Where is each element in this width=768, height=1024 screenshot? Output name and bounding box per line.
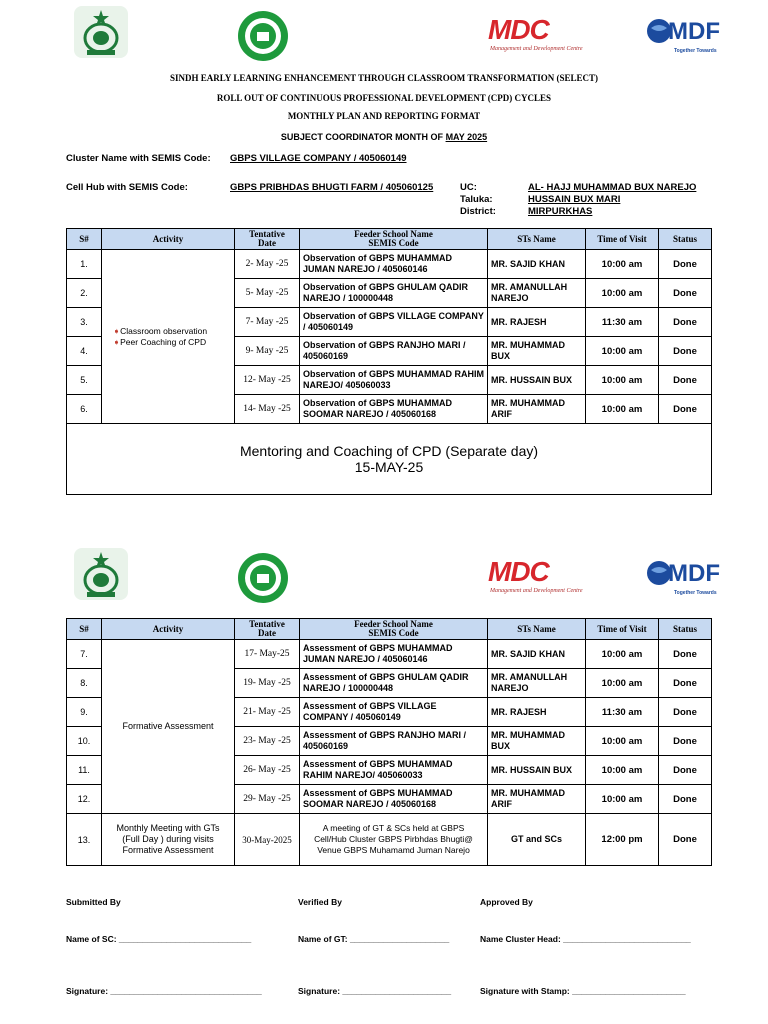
row-sno: 13. [67, 814, 102, 866]
row-date: 26- May -25 [235, 756, 300, 785]
row-st: MR. MUHAMMAD BUX [488, 727, 586, 756]
row-date: 17- May-25 [235, 640, 300, 669]
row-st: MR. SAJID KHAN [488, 640, 586, 669]
col-st: STs Name [488, 229, 586, 250]
cluster-label: Cluster Name with SEMIS Code: [66, 153, 211, 164]
row-school: Assessment of GBPS GHULAM QADIR NAREJO / 100000448 [300, 669, 488, 698]
row-status: Done [659, 640, 712, 669]
row-time: 10:00 am [586, 785, 659, 814]
row-time: 10:00 am [586, 727, 659, 756]
row-school: Observation of GBPS MUHAMMAD JUMAN NAREJO / 405060146 [300, 250, 488, 279]
row-date: 7- May -25 [235, 308, 300, 337]
meeting-description: A meeting of GT & SCs held at GBPS Cell/Hub Cluster GBPS Pirbhdas Bhugti@ Venue GBPS Muhamamd Juman Narejo [300, 814, 488, 866]
row-sno: 10. [67, 727, 102, 756]
row-date: 19- May -25 [235, 669, 300, 698]
row-date: 12- May -25 [235, 366, 300, 395]
meeting-activity: Monthly Meeting with GTs (Full Day ) during visits Formative Assessment [102, 814, 235, 866]
green-seal-icon [233, 10, 293, 62]
row-school: Observation of GBPS VILLAGE COMPANY / 405060149 [300, 308, 488, 337]
activity-cell [102, 250, 235, 424]
signature-gt-field: Signature: _______________________ [298, 986, 452, 996]
row-school: Assessment of GBPS MUHAMMAD JUMAN NAREJO / 405060146 [300, 640, 488, 669]
col-time: Time of Visit [586, 619, 659, 640]
row-sno: 12. [67, 785, 102, 814]
cellhub-value: GBPS PRIBHDAS BHUGTI FARM / 405060125 [230, 182, 434, 193]
col-status: Status [659, 229, 712, 250]
header-month: MAY 2025 [445, 132, 488, 142]
header-line-3: MONTHLY PLAN AND REPORTING FORMAT [287, 111, 481, 121]
district-value: MIRPURKHAS [528, 206, 593, 217]
row-status: Done [659, 698, 712, 727]
row-st: MR. HUSSAIN BUX [488, 366, 586, 395]
col-date: Tentative Date [235, 619, 300, 640]
row-status: Done [659, 250, 712, 279]
mentoring-date: 15-MAY-25 [354, 459, 424, 475]
row-status: Done [659, 308, 712, 337]
mdf-logo-subtitle: Together Towards [674, 48, 717, 54]
row-st: MR. MUHAMMAD ARIF [488, 395, 586, 424]
mdc-logo-subtitle: Management and Development Centre [490, 588, 583, 594]
mdc-logo [488, 14, 582, 60]
mentoring-title: Mentoring and Coaching of CPD (Separate day) [239, 443, 539, 459]
mdf-logo-subtitle: Together Towards [674, 590, 717, 596]
row-school: Assessment of GBPS RANJHO MARI / 405060169 [300, 727, 488, 756]
activity-item-2: ➧Peer Coaching of CPD [113, 336, 207, 347]
header-line-1: SINDH EARLY LEARNING ENHANCEMENT THROUGH CLASSROOM TRANSFORMATION (SELECT) [170, 73, 598, 83]
row-sno: 3. [67, 308, 102, 337]
activity-cell: Formative Assessment [102, 640, 235, 814]
row-status: Done [659, 814, 712, 866]
row-st: MR. MUHAMMAD BUX [488, 337, 586, 366]
row-time: 11:30 am [586, 308, 659, 337]
row-school: Assessment of GBPS VILLAGE COMPANY / 405060149 [300, 698, 488, 727]
taluka-label: Taluka: [460, 194, 493, 205]
sindh-emblem-icon [72, 546, 130, 602]
row-status: Done [659, 669, 712, 698]
plan-table-2 [66, 618, 712, 866]
row-time: 10:00 am [586, 366, 659, 395]
row-school: Observation of GBPS MUHAMMAD RAHIM NAREJO/ 405060033 [300, 366, 488, 395]
row-time: 10:00 am [586, 669, 659, 698]
approved-by-label: Approved By [480, 897, 533, 907]
mdc-logo [488, 556, 582, 602]
green-seal-icon [233, 552, 293, 604]
mdc-logo-text: MDC [488, 14, 549, 45]
table-header-row [67, 619, 712, 640]
row-status: Done [659, 395, 712, 424]
row-status: Done [659, 756, 712, 785]
taluka-value: HUSSAIN BUX MARI [528, 194, 621, 205]
submitted-by-label: Submitted By [66, 897, 121, 907]
col-activity: Activity [102, 229, 235, 250]
row-date: 29- May -25 [235, 785, 300, 814]
row-time: 10:00 am [586, 250, 659, 279]
row-school: Assessment of GBPS MUHAMMAD SOOMAR NAREJO / 405060168 [300, 785, 488, 814]
row-date: 21- May -25 [235, 698, 300, 727]
row-sno: 2. [67, 279, 102, 308]
verified-by-label: Verified By [298, 897, 342, 907]
row-st: MR. SAJID KHAN [488, 250, 586, 279]
row-time: 10:00 am [586, 756, 659, 785]
mdf-logo-text: MDF [668, 560, 720, 587]
header-line-4 [0, 132, 768, 142]
mdc-logo-text: MDC [488, 556, 549, 587]
row-date: 14- May -25 [235, 395, 300, 424]
cellhub-label: Cell Hub with SEMIS Code: [66, 182, 188, 193]
row-sno: 8. [67, 669, 102, 698]
meeting-row [67, 814, 712, 866]
row-school: Assessment of GBPS MUHAMMAD RAHIM NAREJO/ 405060033 [300, 756, 488, 785]
bullet-icon: ➧ [113, 336, 121, 347]
row-sno: 9. [67, 698, 102, 727]
col-school: Feeder School Name SEMIS Code [300, 229, 488, 250]
row-st: MR. RAJESH [488, 698, 586, 727]
row-time: 12:00 pm [586, 814, 659, 866]
district-label: District: [460, 206, 496, 217]
mentoring-cell [67, 424, 712, 495]
row-st: MR. AMANULLAH NAREJO [488, 279, 586, 308]
row-status: Done [659, 727, 712, 756]
cluster-value: GBPS VILLAGE COMPANY / 405060149 [230, 153, 407, 164]
table-header-row [67, 229, 712, 250]
name-sc-field: Name of SC: ____________________________ [66, 934, 252, 944]
row-status: Done [659, 785, 712, 814]
col-activity: Activity [102, 619, 235, 640]
row-time: 10:00 am [586, 337, 659, 366]
row-time: 10:00 am [586, 640, 659, 669]
row-sno: 6. [67, 395, 102, 424]
uc-label: UC: [460, 182, 477, 193]
uc-value: AL- HAJJ MUHAMMAD BUX NAREJO [528, 182, 697, 193]
row-st: MR. RAJESH [488, 308, 586, 337]
row-time: 10:00 am [586, 279, 659, 308]
col-sno: S# [67, 229, 102, 250]
row-sno: 1. [67, 250, 102, 279]
row-sno: 4. [67, 337, 102, 366]
row-time: 10:00 am [586, 395, 659, 424]
row-st: GT and SCs [488, 814, 586, 866]
table-row [67, 640, 712, 669]
activity-item-1: ➧Classroom observation [113, 325, 208, 336]
row-date: 9- May -25 [235, 337, 300, 366]
plan-table-1 [66, 228, 712, 495]
table-row [67, 250, 712, 279]
row-date: 2- May -25 [235, 250, 300, 279]
signature-stamp-field: Signature with Stamp: ________________________ [480, 986, 686, 996]
row-school: Observation of GBPS RANJHO MARI / 405060169 [300, 337, 488, 366]
row-time: 11:30 am [586, 698, 659, 727]
sindh-emblem-icon [72, 4, 130, 60]
row-sno: 11. [67, 756, 102, 785]
col-date: Tentative Date [235, 229, 300, 250]
mentoring-row [67, 424, 712, 495]
row-status: Done [659, 337, 712, 366]
name-cluster-head-field: Name Cluster Head: ___________________________ [480, 934, 691, 944]
row-sno: 5. [67, 366, 102, 395]
header-line-2: ROLL OUT OF CONTINUOUS PROFESSIONAL DEVELOPMENT (CPD) CYCLES [216, 93, 552, 103]
row-date: 5- May -25 [235, 279, 300, 308]
mdc-logo-subtitle: Management and Development Centre [490, 46, 583, 52]
mdf-logo-text: MDF [668, 18, 720, 45]
row-status: Done [659, 366, 712, 395]
row-st: MR. HUSSAIN BUX [488, 756, 586, 785]
row-st: MR. MUHAMMAD ARIF [488, 785, 586, 814]
row-school: Observation of GBPS GHULAM QADIR NAREJO / 100000448 [300, 279, 488, 308]
col-school: Feeder School Name SEMIS Code [300, 619, 488, 640]
col-time: Time of Visit [586, 229, 659, 250]
header-month-prefix: SUBJECT COORDINATOR MONTH OF [280, 132, 446, 142]
mdf-logo [646, 558, 730, 602]
bullet-icon: ➧ [113, 325, 121, 336]
row-school: Observation of GBPS MUHAMMAD SOOMAR NAREJO / 405060168 [300, 395, 488, 424]
col-sno: S# [67, 619, 102, 640]
col-st: STs Name [488, 619, 586, 640]
signature-sc-field: Signature: ________________________________ [66, 986, 262, 996]
row-date: 23- May -25 [235, 727, 300, 756]
row-st: MR. AMANULLAH NAREJO [488, 669, 586, 698]
col-status: Status [659, 619, 712, 640]
mdf-logo [646, 16, 730, 60]
row-date: 30-May-2025 [235, 814, 300, 866]
name-gt-field: Name of GT: _____________________ [298, 934, 450, 944]
row-status: Done [659, 279, 712, 308]
row-sno: 7. [67, 640, 102, 669]
